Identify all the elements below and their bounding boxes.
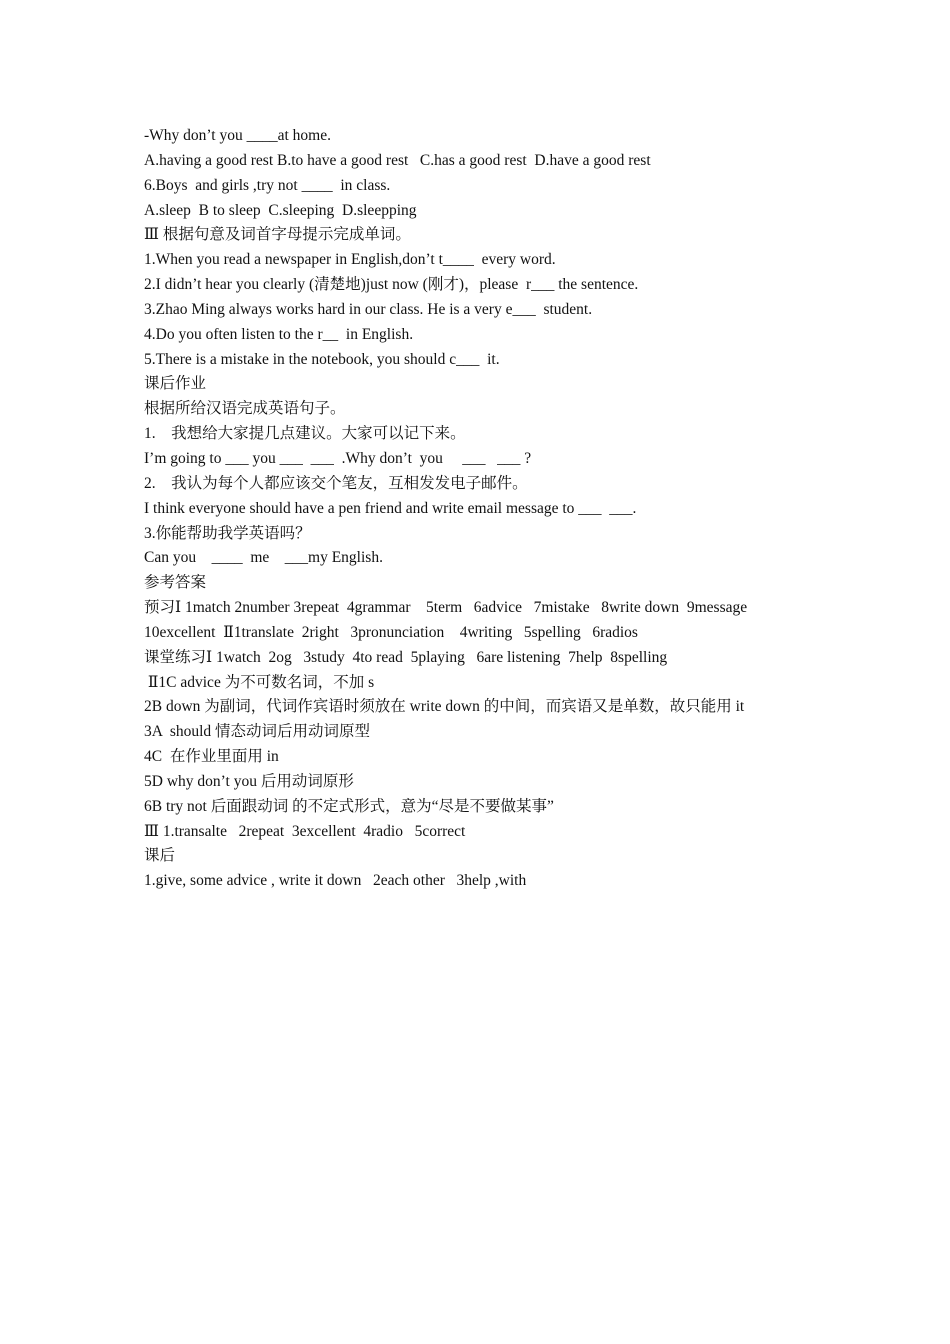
- answer-line: 预习Ⅰ 1match 2number 3repeat 4grammar 5term 6advice 7mistake 8write down 9message: [144, 599, 748, 617]
- text-line: I’m going to ___ you ___ ___ .Why don’t you ___ ___ ?: [144, 449, 532, 467]
- answer-line: 10excellent Ⅱ1translate 2right 3pronunciation 4writing 5spelling 6radios: [144, 623, 638, 641]
- text-line: 3.你能帮助我学英语吗？: [144, 524, 311, 542]
- answer-line: 4C 在作业里面用 in: [144, 748, 279, 766]
- section-heading: 课后: [144, 847, 176, 865]
- text-line: -Why don’t you ____at home.: [144, 127, 331, 144]
- text-line: 1.When you read a newspaper in English,don’t t____ every word.: [144, 251, 556, 269]
- instruction-line: 根据所给汉语完成英语句子。: [144, 400, 346, 418]
- answer-line: 6B try not 后面跟动词 的不定式形式，意为“尽是不要做某事”: [144, 797, 554, 815]
- answer-line: 1.give, some advice , write it down 2each other 3help ,with: [144, 872, 527, 890]
- section-heading: 课后作业: [144, 375, 207, 393]
- text-line: 4.Do you often listen to the r__ in English.: [144, 325, 414, 343]
- answer-line: Ⅱ1C advice 为不可数名词，不加 s: [144, 673, 375, 691]
- text-line: I think everyone should have a pen friend and write email message to ___ ___.: [144, 499, 637, 517]
- answer-line: 3A should 情态动词后用动词原型: [144, 723, 371, 741]
- text-line: 1. 我想给大家提几点建议。大家可以记下来。: [144, 425, 466, 443]
- text-line: 5.There is a mistake in the notebook, you should c___ it.: [144, 350, 500, 368]
- text-line: Can you ____ me ___my English.: [144, 549, 383, 567]
- text-line: 2. 我认为每个人都应该交个笔友，互相发发电子邮件。: [144, 474, 528, 492]
- section-heading: Ⅲ 根据句意及词首字母提示完成单词。: [144, 226, 411, 244]
- answer-line: 2B down 为副词，代词作宾语时须放在 write down 的中间，而宾语又是单数，故只能用 it: [144, 698, 745, 716]
- text-line: 6.Boys and girls ,try not ____ in class.: [144, 176, 391, 194]
- answer-line: 课堂练习Ⅰ 1watch 2og 3study 4to read 5playing 6are listening 7help 8spelling: [144, 648, 668, 666]
- text-line: 3.Zhao Ming always works hard in our class. He is a very e___ student.: [144, 300, 593, 318]
- text-line: A.sleep B to sleep C.sleeping D.sleepping: [144, 201, 417, 219]
- document-body: [144, 124, 824, 894]
- section-heading: 参考答案: [144, 574, 207, 592]
- answer-line: 5D why don’t you 后用动词原形: [144, 772, 354, 790]
- answer-line: Ⅲ 1.transalte 2repeat 3excellent 4radio 5correct: [144, 822, 466, 840]
- text-line: A.having a good rest B.to have a good rest C.has a good rest D.have a good rest: [144, 151, 651, 169]
- text-line: 2.I didn’t hear you clearly (清楚地)just now (刚才)，please r___ the sentence.: [144, 276, 639, 294]
